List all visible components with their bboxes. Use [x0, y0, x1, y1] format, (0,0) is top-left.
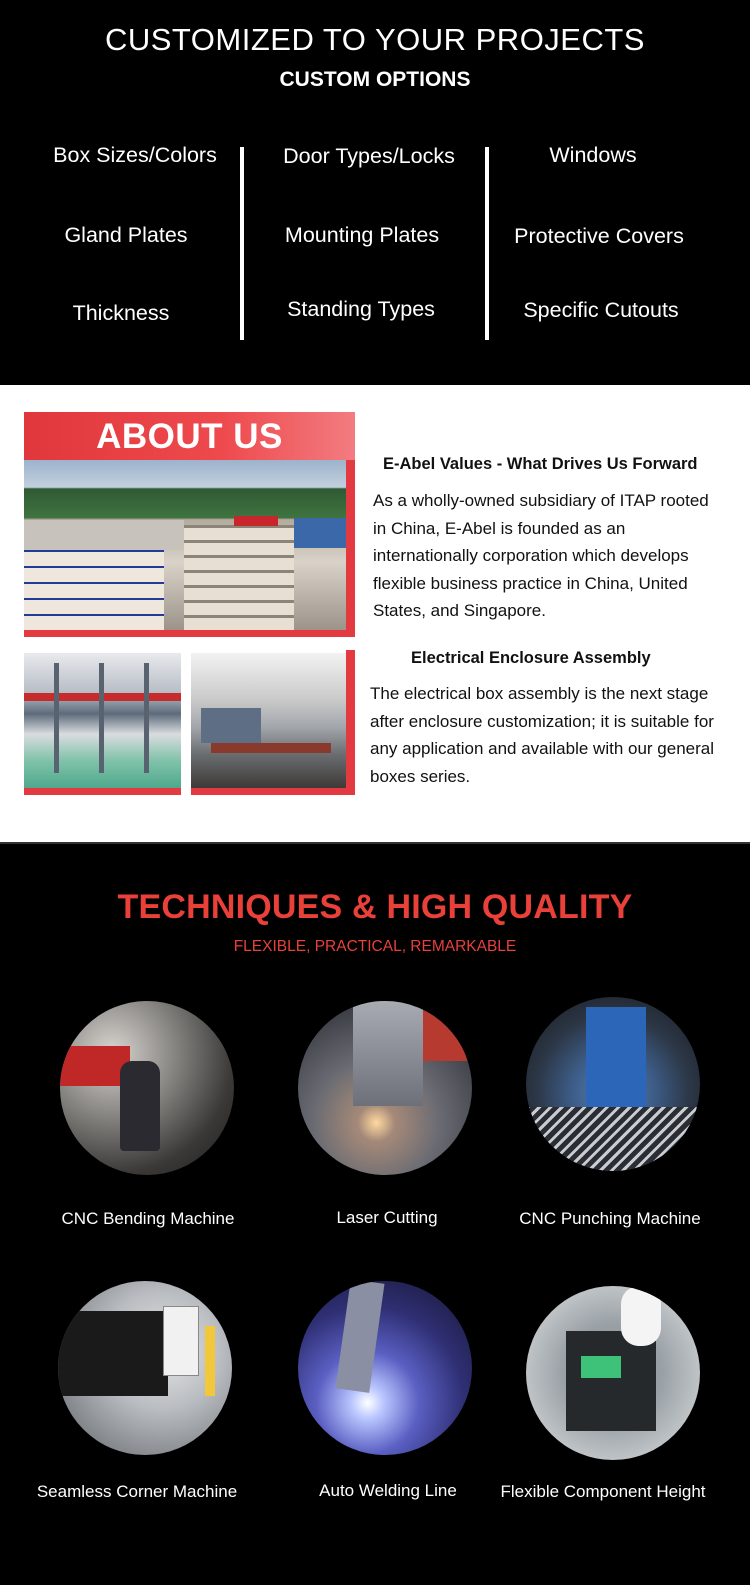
cnc-punching-image [526, 997, 700, 1171]
column-divider [240, 147, 244, 340]
photo-frame-accent [24, 788, 181, 795]
option-windows: Windows [549, 143, 637, 167]
values-paragraph: As a wholly-owned subsidiary of ITAP rooted in China, E-Abel is founded as an internationally corporation which develops flexible business practice in China, United States, and Singapore. [373, 491, 709, 620]
option-door-types-locks: Door Types/Locks [283, 144, 455, 168]
workshop-photo [24, 653, 181, 788]
photo-frame-accent [24, 630, 355, 637]
about-banner: ABOUT US [24, 412, 355, 460]
option-standing-types: Standing Types [287, 297, 435, 321]
option-mounting-plates: Mounting Plates [284, 223, 440, 247]
option-protective-covers: Protective Covers [514, 224, 684, 248]
custom-options-section [0, 0, 750, 385]
factory-photo [24, 460, 346, 630]
values-heading: E-Abel Values - What Drives Us Forward [383, 455, 698, 473]
option-box-sizes-colors: Box Sizes/Colors [53, 143, 217, 167]
seamless-corner-image [58, 1281, 232, 1455]
auto-welding-label: Auto Welding Line [319, 1481, 457, 1500]
techniques-title: TECHNIQUES & HIGH QUALITY [117, 888, 633, 926]
about-section [0, 385, 750, 842]
photo-frame-accent [191, 788, 355, 795]
cnc-bending-label: CNC Bending Machine [61, 1209, 235, 1228]
workshop-photo [191, 653, 346, 788]
auto-welding-image [298, 1281, 472, 1455]
techniques-subtitle: FLEXIBLE, PRACTICAL, REMARKABLE [233, 938, 517, 955]
custom-title: CUSTOMIZED TO YOUR PROJECTS [104, 22, 645, 57]
assembly-heading: Electrical Enclosure Assembly [411, 649, 651, 667]
custom-subtitle: CUSTOM OPTIONS [279, 68, 471, 91]
techniques-section [0, 842, 750, 1585]
flexible-component-image [526, 1286, 700, 1460]
flexible-component-label: Flexible Component Height [500, 1482, 706, 1501]
cnc-punching-label: CNC Punching Machine [519, 1209, 701, 1228]
cnc-bending-image [60, 1001, 234, 1175]
column-divider [485, 147, 489, 340]
option-gland-plates: Gland Plates [64, 223, 188, 247]
seamless-corner-label: Seamless Corner Machine [36, 1482, 238, 1501]
assembly-paragraph: The electrical box assembly is the next stage after enclosure customization; it is suitable for any application and available with our general boxes series. [370, 684, 715, 786]
laser-cutting-image [298, 1001, 472, 1175]
option-thickness: Thickness [72, 301, 170, 325]
laser-cutting-label: Laser Cutting [336, 1208, 438, 1227]
photo-frame-accent [346, 460, 355, 630]
option-specific-cutouts: Specific Cutouts [523, 298, 679, 322]
photo-frame-accent [346, 650, 355, 795]
